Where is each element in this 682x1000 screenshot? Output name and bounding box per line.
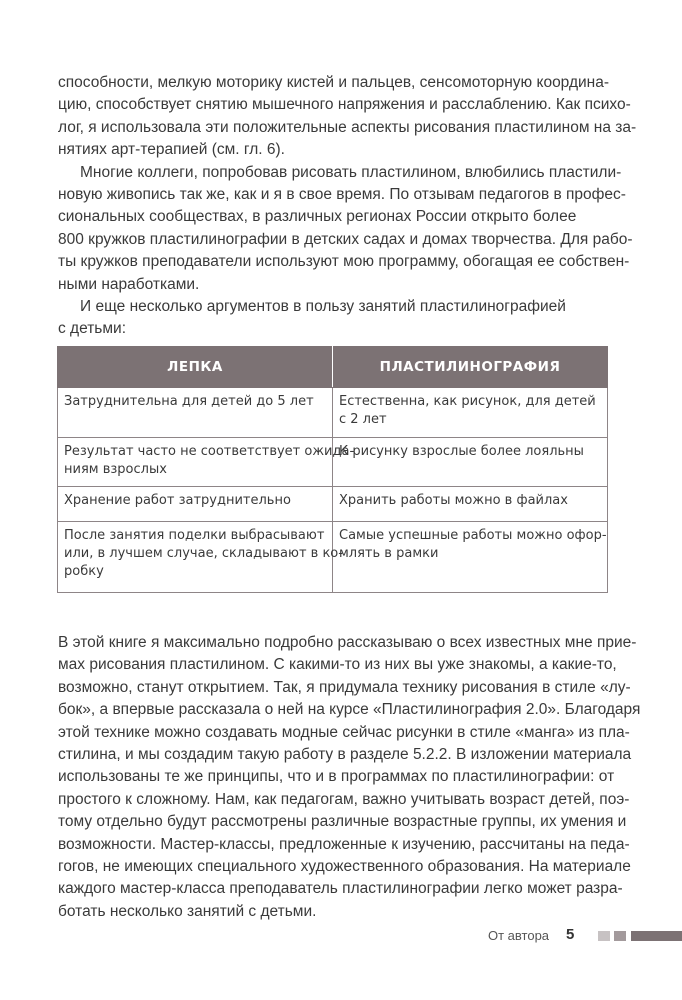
cell-line: Затруднительна для детей до 5 лет [64,394,314,409]
text-line: использованы те же принципы, что и в программах по пластилинографии: от [58,768,615,786]
text-line: лог, я использовала эти положительные аспекты рисования пластилином на за- [58,118,637,136]
table-cell [58,438,355,487]
cell-line: Хранение работ затруднительно [64,493,291,508]
text-line: этой технике можно создавать модные сейчас рисунки в стиле «манга» из пла- [58,723,630,741]
table-header-cell: ЛЕПКА [58,347,333,388]
table-header-row [58,347,608,388]
text-line: тому отдельно будут рассмотрены различные возрастные группы, их умения и [58,813,627,831]
text-line: бок», а впервые рассказала о ней на курсе «Пластилинография 2.0». Благодаря [58,701,641,719]
text-line: с детьми: [58,320,127,338]
text-line: стилина, и мы создадим такую работу в разделе 5.2.2. В изложении материала [58,745,632,763]
page-number: 5 [566,926,575,943]
table-row [58,522,608,593]
cell-line: После занятия поделки выбрасывают [64,528,325,543]
body-text-bottom [58,632,641,923]
text-line: возможно, станут открытием. Так, я придумала технику рисования в стиле «лу- [58,678,631,696]
cell-line: или, в лучшем случае, складывают в ко- [64,546,343,561]
cell-line: с 2 лет [339,412,387,427]
table-cell [333,487,608,522]
text-line: каждого мастер-класса преподаватель пластилинографии легко может разра- [58,880,623,898]
text-line: Многие коллеги, попробовав рисовать пластилином, влюбились пластили- [80,163,622,181]
body-text-top [58,72,637,341]
table-row [58,487,608,522]
text-line: В этой книге я максимально подробно рассказываю о всех известных мне прие- [58,634,637,651]
table-cell [333,438,608,487]
table-cell [58,522,343,593]
comparison-table [57,346,608,593]
text-line: ботать несколько занятий с детьми. [58,902,317,920]
text-line: новую живопись так же, как и я в свое время. По отзывам педагогов в профес- [58,185,626,203]
cell-line: Хранить работы можно в файлах [339,493,568,508]
table-cell [333,522,608,593]
table-row [58,438,608,487]
cell-line: робку [64,564,104,579]
table-cell [58,487,333,522]
text-line: гогов, не имеющих специального художественного образования. На материале [58,857,631,875]
cell-line: млять в рамки [339,546,439,561]
text-line: простого к сложному. Нам, как педагогам, важно учитывать возраст детей, поэ- [58,790,630,808]
footer-section-label: От автора [488,928,550,943]
text-line: ты кружков преподаватели используют мою программу, обогащая ее собствен- [58,253,630,271]
table-row [58,388,608,438]
text-line: 800 кружков пластилинографии в детских садах и домах творчества. Для рабо- [58,230,633,248]
text-line: сиональных сообществах, в различных регионах России открыто более [58,208,577,226]
text-line: ными наработками. [58,275,200,293]
cell-line: К рисунку взрослые более лояльны [339,444,584,459]
table-header-cell: ПЛАСТИЛИНОГРАФИЯ [333,347,608,388]
table-cell [58,388,333,438]
text-line: И еще несколько аргументов в пользу занятий пластилинографией [80,297,566,315]
cell-line: Самые успешные работы можно офор- [339,528,607,543]
cell-line: ниям взрослых [64,462,167,477]
table-cell [333,388,608,438]
cell-line: Естественна, как рисунок, для детей [339,394,596,409]
cell-line: Результат часто не соответствует ожида- [64,444,355,459]
footer-square-decoration [598,931,610,941]
text-line: нятиях арт-терапией (см. гл. 6). [58,141,285,159]
footer-bar-decoration [631,931,682,941]
text-line: возможности. Мастер-классы, предложенные к изучению, рассчитаны на педа- [58,835,630,853]
text-line: способности, мелкую моторику кистей и пальцев, сенсомоторную координа- [58,74,609,91]
text-line: цию, способствует снятию мышечного напряжения и расслаблению. Как психо- [58,96,631,114]
text-line: мах рисования пластилином. С какими-то из них вы уже знакомы, а какие-то, [58,656,617,674]
footer-square-decoration [614,931,626,941]
